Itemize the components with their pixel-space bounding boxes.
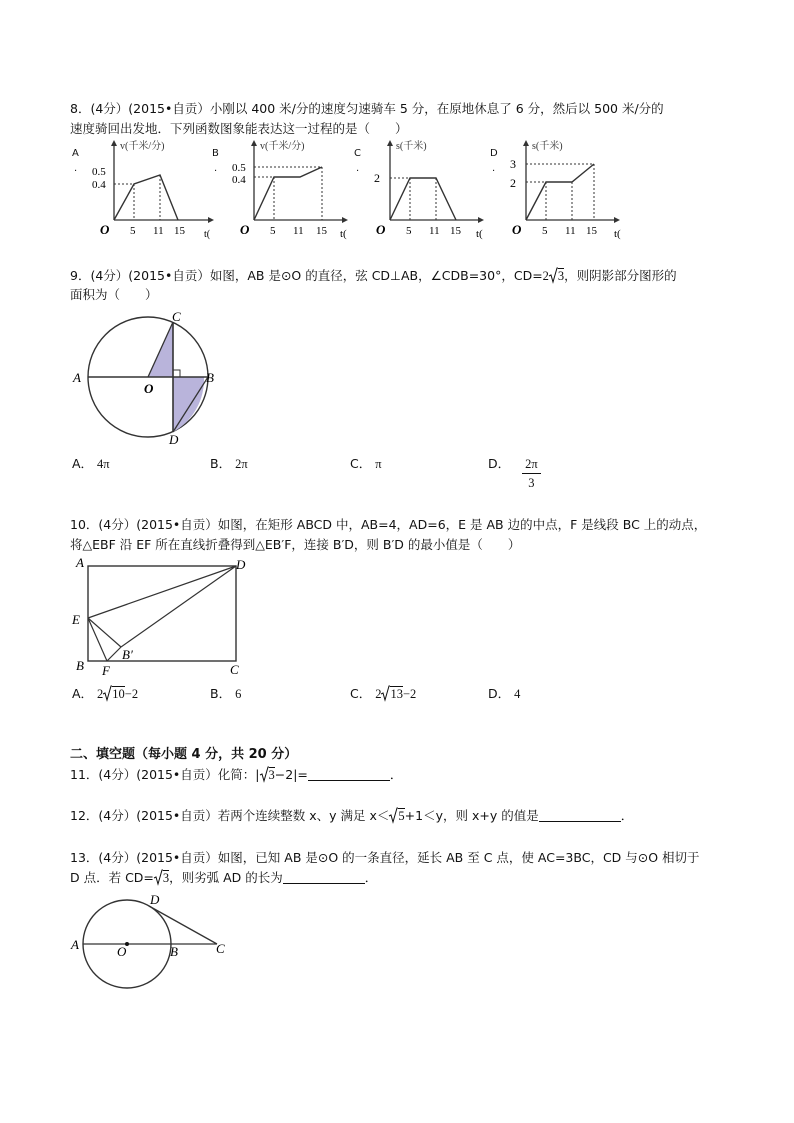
q10-option-c[interactable]: C． 2 13−2 bbox=[350, 685, 416, 706]
q8-line1: 8．(4分）(2015•自贡）小刚以 400 米/分的速度匀速骑车 5 分，在原地休息了 6 分，然后以 500 米/分的 bbox=[70, 101, 664, 116]
q8-graph-d bbox=[502, 140, 622, 240]
q8-b-ylabel: v(千米/分) bbox=[260, 141, 305, 152]
q8-b-ytick-04: 0.4 bbox=[232, 174, 246, 186]
sqrt-icon bbox=[103, 685, 112, 706]
q8-c-xtick-15: 15 bbox=[450, 225, 461, 237]
q10-label-f: F bbox=[102, 663, 110, 678]
q11-answer-blank[interactable] bbox=[308, 767, 390, 781]
q8-c-ytick-2: 2 bbox=[374, 171, 380, 185]
q8-graph-a-letter[interactable]: A bbox=[72, 148, 79, 159]
section-2-title: 二、填空题（每小题 4 分，共 20 分） bbox=[70, 747, 298, 762]
q8-graph-a-dot: . bbox=[74, 163, 78, 174]
q10-option-a[interactable]: A． 2 10−2 bbox=[72, 685, 138, 706]
q9-figure bbox=[72, 310, 222, 450]
sqrt-icon bbox=[154, 869, 163, 890]
q13-label-d: D bbox=[150, 892, 160, 907]
q10-label-d: D bbox=[236, 557, 246, 572]
q10-label-b: B bbox=[76, 658, 84, 673]
q8-a-xlabel: t( bbox=[204, 229, 211, 240]
q8-a-xtick-15: 15 bbox=[174, 225, 185, 237]
q10-label-a: A bbox=[76, 555, 84, 570]
q8-a-xtick-11: 11 bbox=[153, 225, 164, 237]
q13-label-o: O bbox=[117, 944, 127, 959]
q8-d-xtick-5: 5 bbox=[542, 225, 548, 237]
q8-a-ytick-04: 0.4 bbox=[92, 179, 106, 191]
q9-option-c[interactable]: C． π bbox=[350, 456, 382, 471]
q8-d-xlabel: t( bbox=[614, 228, 621, 240]
q9-label-b: B bbox=[206, 370, 214, 385]
q8-c-xlabel: t( bbox=[476, 228, 483, 240]
q8-graph-d-dot: . bbox=[492, 163, 496, 174]
q13-answer-blank[interactable] bbox=[283, 870, 365, 884]
q8-graph-c-letter[interactable]: C bbox=[354, 148, 361, 159]
q8-graph-b bbox=[230, 140, 350, 240]
q8-c-xtick-11: 11 bbox=[429, 225, 440, 237]
q8-b-xtick-15: 15 bbox=[316, 225, 327, 237]
q13-label-b: B bbox=[170, 944, 178, 959]
sqrt-icon bbox=[389, 807, 398, 828]
q10-option-d[interactable]: D． 4 bbox=[488, 686, 521, 701]
q8-d-ytick-3: 3 bbox=[510, 157, 516, 171]
q8-a-xtick-5: 5 bbox=[130, 225, 136, 237]
q8-d-ytick-2: 2 bbox=[510, 176, 516, 190]
q9-label-o: O bbox=[144, 381, 154, 396]
q8-d-ylabel: s(千米) bbox=[532, 141, 563, 152]
q8-graph-b-dot: . bbox=[214, 163, 218, 174]
q12-answer-blank[interactable] bbox=[539, 808, 621, 822]
q8-graph-b-letter[interactable]: B bbox=[212, 148, 219, 159]
q8-c-origin: O bbox=[376, 222, 386, 237]
q8-b-ytick-05: 0.5 bbox=[232, 162, 246, 174]
q12-line: 12．(4分）(2015•自贡）若两个连续整数 x、y 满足 x＜ 5+1＜y，则 x+y 的值是 ． bbox=[70, 807, 633, 828]
q10-line1: 10．(4分）(2015•自贡）如图，在矩形 ABCD 中，AB=4，AD=6，E 是 AB 边的中点，F 是线段 BC 上的动点， bbox=[70, 517, 707, 532]
q8-d-xtick-11: 11 bbox=[565, 225, 576, 237]
q10-label-c: C bbox=[230, 662, 239, 677]
q8-line2: 速度骑回出发地．下列函数图象能表达这一过程的是（ ） bbox=[70, 121, 408, 136]
q13-label-c: C bbox=[216, 941, 225, 956]
q9-label-c: C bbox=[172, 309, 181, 324]
q8-b-origin: O bbox=[240, 222, 250, 237]
q8-graph-c-dot: . bbox=[356, 163, 360, 174]
q13-figure bbox=[70, 893, 240, 998]
q8-d-origin: O bbox=[512, 222, 522, 237]
q13-line1: 13．(4分）(2015•自贡）如图，已知 AB 是⊙O 的一条直径，延长 AB 至 C 点，使 AC=3BC，CD 与⊙O 相切于 bbox=[70, 850, 700, 865]
q8-a-ytick-05: 0.5 bbox=[92, 166, 106, 178]
q8-a-ylabel: v(千米/分) bbox=[120, 141, 165, 152]
q8-graph-a bbox=[90, 140, 210, 240]
q11-line: 11．(4分）(2015•自贡）化简：| 3−2|= ． bbox=[70, 766, 402, 787]
q10-label-e: E bbox=[72, 612, 80, 627]
q10-option-b[interactable]: B． 6 bbox=[210, 686, 242, 701]
q9-label-a: A bbox=[73, 370, 81, 385]
q8-b-xtick-5: 5 bbox=[270, 225, 276, 237]
q13-label-a: A bbox=[71, 937, 79, 952]
q8-b-xtick-11: 11 bbox=[293, 225, 304, 237]
q8-graph-c bbox=[366, 140, 486, 240]
q10-figure bbox=[70, 555, 250, 680]
q8-graph-d-letter[interactable]: D bbox=[490, 148, 498, 159]
q9-option-d[interactable]: D． $\frac{2\pi}{3}$ bbox=[488, 455, 541, 492]
q13-line2: D 点．若 CD= 3，则劣弧 AD 的长为 ． bbox=[70, 869, 377, 890]
q8-a-origin: O bbox=[100, 222, 110, 237]
q9-label-d: D bbox=[169, 432, 179, 447]
q9-option-b[interactable]: B． 2π bbox=[210, 456, 248, 471]
q8-c-ylabel: s(千米) bbox=[396, 141, 427, 152]
q10-line2: 将△EBF 沿 EF 所在直线折叠得到△EB′F，连接 B′D，则 B′D 的最小值是（ ） bbox=[70, 537, 521, 552]
q10-label-bprime: B′ bbox=[122, 647, 133, 662]
q8-d-xtick-15: 15 bbox=[586, 225, 597, 237]
sqrt-icon bbox=[260, 766, 269, 787]
q8-b-xlabel: t( bbox=[340, 228, 347, 240]
q9-line2: 面积为（ ） bbox=[70, 287, 158, 302]
q9-option-a[interactable]: A． 4π bbox=[72, 456, 110, 471]
q8-c-xtick-5: 5 bbox=[406, 225, 412, 237]
sqrt-icon bbox=[549, 267, 558, 288]
sqrt-icon bbox=[381, 685, 390, 706]
q9-line1: 9．(4分）(2015•自贡）如图，AB 是⊙O 的直径，弦 CD⊥AB，∠CDB=30°，CD=2 3，则阴影部分图形的 bbox=[70, 267, 677, 288]
